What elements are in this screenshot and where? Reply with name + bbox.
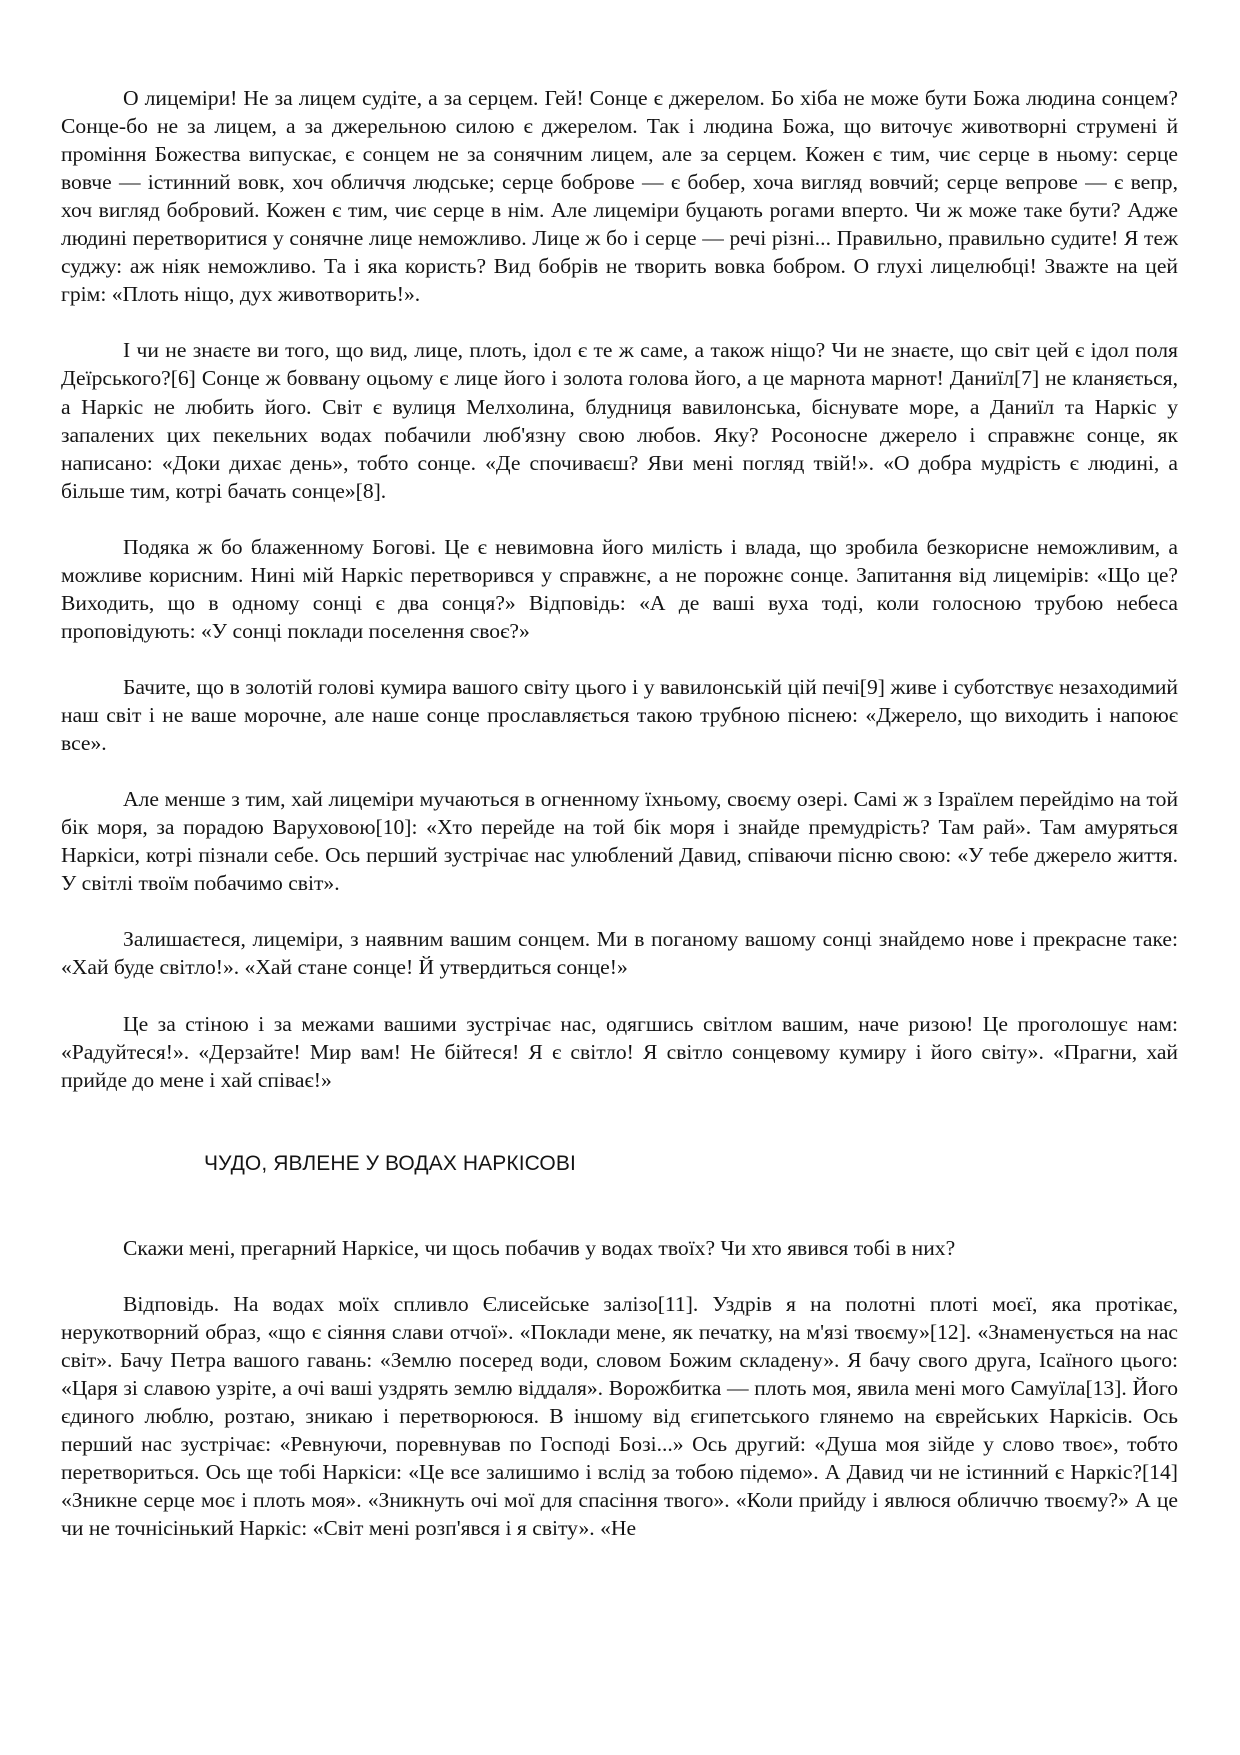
paragraph-ozero: Але менше з тим, хай лицеміри мучаються в огненному їхньому, своєму озері. Самі ж з Ізраїлем перейдімо на той бік моря, за порадою Варуховою[10]: «Хто перейде на той бік моря і знайде премудрість? Там рай». Там амуряться Наркіси, котрі пізнали себе. Ось перший зустрічає нас улюблений Давид, співаючи пісню свою: «У тебе джерело життя. У світлі твоїм побачимо світ». [61,787,1178,896]
paragraph-podiaka: Подяка ж бо блаженному Богові. Це є невимовна його милість і влада, що зробила безкорисне неможливим, а можливе корисним. Нині мій Наркіс перетворився у справжнє, а не порожнє сонце. Запитання від лицемірів: «Що це? Виходить, що в одному сонці є два сонця?» Відповідь: «А де ваші вуха тоді, коли голосною трубою небеса проповідують: «У сонці поклади поселення своє?» [61,534,1178,643]
paragraph-answer: Відповідь. На водах моїх спливло Єлисейське залізо[11]. Уздрів я на полотні плоті моєї, яка протікає, нерукотворний образ, «що є сіяння слави отчої». «Поклади мене, як печатку, на м'язі твоєму»[12]. «Знаменується на нас світ». Бачу Петра вашого гавань: «Землю посеред води, словом Божим складену». Я бачу свого друга, Ісаїного цього: «Царя зі славою узріте, а очі ваші уздрять землю віддаля». Ворожбитка — плоть моя, явила мені мого Самуїла[13]. Його єдиного люблю, розтаю, зникаю і перетворююся. В іншому від єгипетського глянемо на єврейських Наркісів. Ось перший нас зустрічає: «Ревнуючи, поревнував по Господі Бозі...» Ось другий: «Душа моя зійде у слово твоє», тобто перетвориться. Ось ще тобі Наркіси: «Це все залишимо і вслід за тобою підемо». А Давид чи не істинний є Наркіс?[14] «Зникне серце моє і плоть моя». «Зникнуть очі мої для спасіння твого». «Коли прийду і явлюся обличчю твоєму?» А це чи не точнісінький Наркіс: «Світ мені розп'явся і я світу». «Не [61,1291,1178,1541]
paragraph-ryza: Це за стіною і за межами вашими зустрічає нас, одягшись світлом вашим, наче ризою! Це проголошує нам: «Радуйтеся!». «Дерзайте! Мир вам! Не бійтеся! Я є світло! Я світло сонцевому кумиру і його світу». «Прагни, хай прийде до мене і хай співає!» [61,1011,1178,1092]
paragraph-idol: І чи не знаєте ви того, що вид, лице, плоть, ідол є те ж саме, а також ніщо? Чи не знаєте, що світ цей є ідол поля Деїрського?[6] Сонце ж боввану оцьому є лице його і золота голова його, а це марнота марнот! Даниїл[7] не кланяється, а Наркіс не любить його. Світ є вулиця Мелхолина, блудниця вавилонська, біснувате море, а Даниїл та Наркіс у запалених цих пекельних водах побачили люб'язну свою любов. Яку? Росоносне джерело і справжнє сонце, як написано: «Доки дихає день», тобто сонце. «Де спочиваєш? Яви мені погляд твій!». «О добра мудрість є людині, а більше тим, котрі бачать сонце»[8]. [61,338,1178,503]
paragraph-zolota-holova: Бачите, що в золотій голові кумира вашого світу цього і у вавилонській цій печі[9] живе і суботствує незаходимий наш світ і не ваше морочне, але наше сонце прославляється такою трубною піснею: «Джерело, що виходить і напоює все». [61,674,1178,756]
paragraph-lytsemiry: О лицеміри! Не за лицем судіте, а за серцем. Гей! Сонце є джерелом. Бо хіба не може бути Божа людина сонцем? Сонце-бо не за лицем, а за джерельною силою є джерелом. Так і людина Божа, що виточує животворні струмені й проміння Божества випускає, є сонцем не за сонячним лицем, але за серцем. Кожен є тим, чиє серце в ньому: серце вовче — істинний вовк, хоч обличчя людське; серце боброве — є бобер, хоча вигляд вовчий; серце вепрове — є вепр, хоч вигляд бобровий. Кожен є тим, чиє серце в нім. Але лицеміри буцають рогами вперто. Чи ж може таке бути? Адже людині перетворитися у сонячне лице неможливо. Лице ж бо і серце — речі різні... Правильно, правильно судите! Я теж суджу: аж ніяк неможливо. Та і яка користь? Вид бобрів не творить вовка бобром. О глухі лицелюбці! Зважте на цей грім: «Плоть ніщо, дух животворить!». [61,86,1178,307]
section-heading: ЧУДО, ЯВЛЕНЕ У ВОДАХ НАРКІСОВІ [204,1151,576,1175]
paragraph-question: Скажи мені, прегарний Наркісе, чи щось побачив у водах твоїх? Чи хто явився тобі в них? [123,1235,956,1260]
paragraph-svitlo: Залишаєтеся, лицеміри, з наявним вашим сонцем. Ми в поганому вашому сонці знайдемо нове і прекрасне таке: «Хай буде світло!». «Хай стане сонце! Й утвердиться сонце!» [61,927,1178,980]
